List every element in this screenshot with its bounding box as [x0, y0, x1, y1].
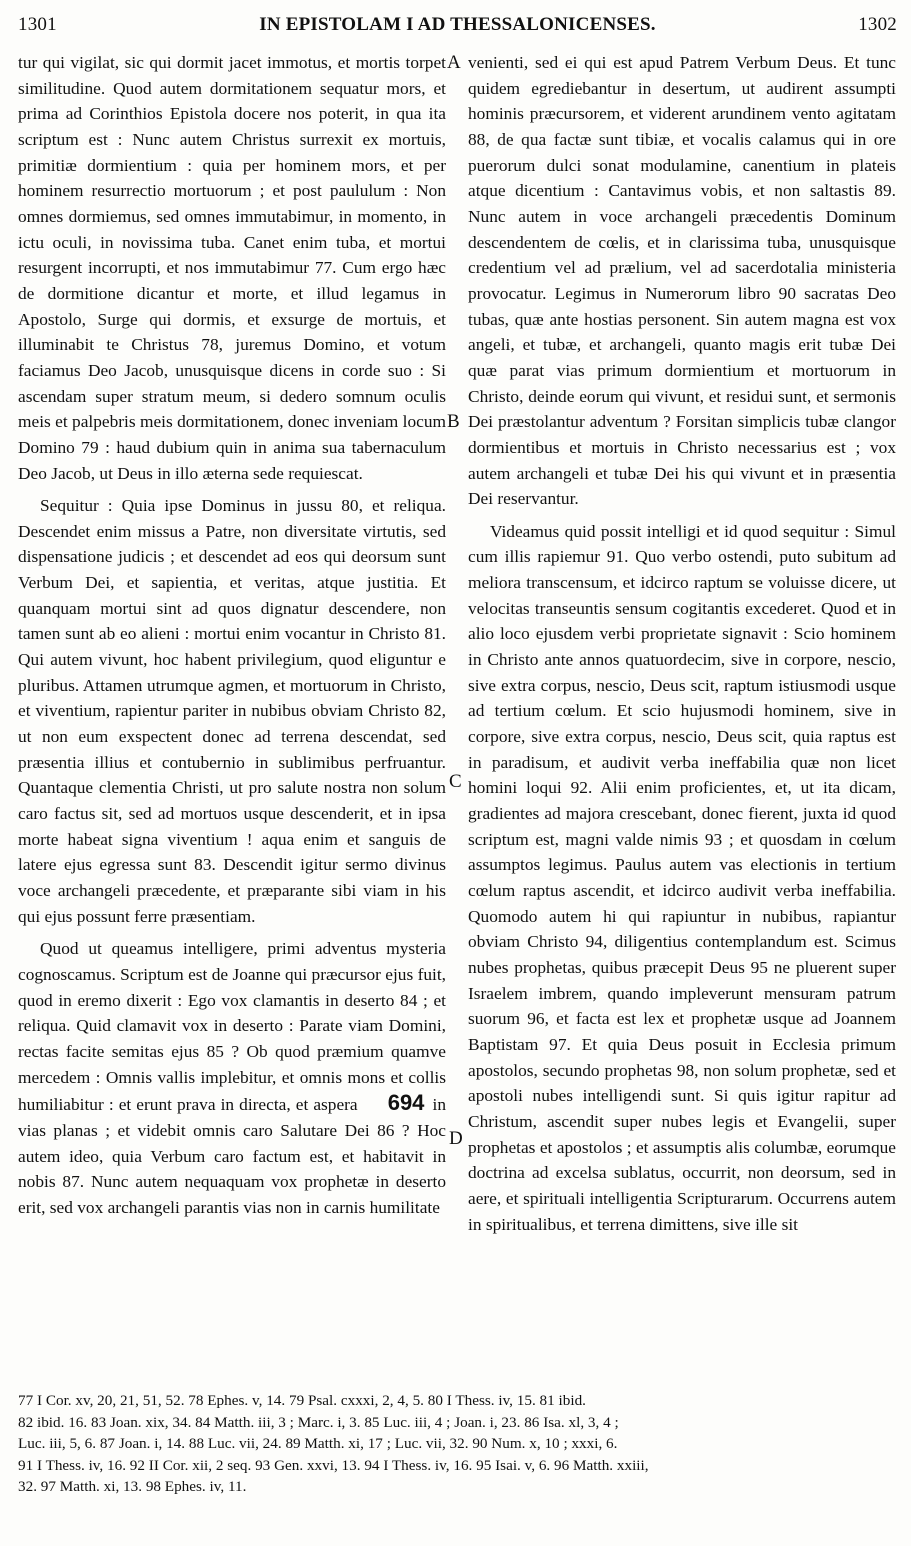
- section-marker-c: C: [449, 771, 462, 792]
- paragraph: [18, 936, 446, 1220]
- running-title: IN EPISTOLAM I AD THESSALONICENSES.: [259, 14, 656, 35]
- section-marker-d: D: [449, 1128, 463, 1149]
- paragraph-text: Quod ut queamus intelligere, primi adventus mysteria cognoscamus. Scriptum est de Joanne qui præcursor ejus fuit, quod in eremo dixerit : Ego vox clamantis in deserto 84 ; et reliqua. Quid clamavit vox in deserto : Parate viam Domini, rectas facite semitas ejus 85 ? Ob quod præmium quamve mercedem : Omnis vallis implebitur, et omnis mons et collis humiliabitur : et erunt prava in directa, et aspera: [18, 939, 446, 1115]
- footnotes: [18, 1390, 897, 1498]
- section-marker-a: A: [447, 52, 461, 73]
- paragraph-text: in vias planas ; et videbit omnis caro Salutare Dei 86 ? Hoc autem ideo, quia Verbum caro factum est, et habitavit in nobis 87. Nunc autem nequaquam vox prophetæ in deserto erit, sed vox archangeli parantis vias non in carnis humilitate: [18, 1095, 446, 1217]
- left-column-number: 1301: [18, 14, 57, 35]
- footnote-line: 77 I Cor. xv, 20, 21, 51, 52. 78 Ephes. v, 14. 79 Psal. cxxxi, 2, 4, 5. 80 I Thess. iv, 15. 81 ibid.: [18, 1392, 586, 1409]
- right-column: [468, 50, 896, 1237]
- footnote-line: 82 ibid. 16. 83 Joan. xix, 34. 84 Matth. iii, 3 ; Marc. i, 3. 85 Luc. iii, 4 ; Joan. i, 23. 86 Isa. xl, 3, 4 ;: [18, 1413, 619, 1431]
- paragraph: venienti, sed ei qui est apud Patrem Verbum Deus. Et tunc quidem egrediebantur in desertum, ut audirent assumpti hominis præcursorem, et viderent arundinem vento agitatam 88, de qua factæ sunt tibiæ, et vocalis calamus qui in ore puerorum dulci sonat modulamine, canentium in plateis atque dicentium : Cantavimus vobis, et non saltastis 89. Nunc autem in voce archangeli præcedentis Dominum descendentem de cœlis, et in clarissima tuba, unusquisque credentium vel ad prælium, vel ad sacerdotalia ministeria provocatur. Legimus in Numerorum libro 90 sacratas Deo tubas, quæ ante hostias personent. Sin autem magna est vox angeli, et tubæ, et archangeli, quanto magis erit tubæ Dei quæ parat vias primum dormientium et mortuorum in Christo, deinde eorum qui vivunt, et residui sunt, et sermonis Dei præstolantur adventum ? Forsitan simplicis tubæ clangor dormientibus et mortuis in Christo necessarius est ; vox autem archangeli et tubæ Dei his qui vivunt et in præsentia Dei reservantur.: [468, 53, 896, 509]
- footnote-line: Luc. iii, 5, 6. 87 Joan. i, 14. 88 Luc. vii, 24. 89 Matth. xi, 17 ; Luc. vii, 32. 90 Num. x, 10 ; xxxi, 6.: [18, 1435, 618, 1452]
- page-header: [18, 14, 897, 44]
- paragraph: tur qui vigilat, sic qui dormit jacet immotus, et mortis torpet similitudine. Quod autem dormitationem sequatur mors, et prima ad Corinthios Epistola docere nos poterit, in qua ita scriptum est : Nunc autem Christus surrexit ex mortuis, primitiæ dormientium : quia per hominem mors, et per hominem resurrectio mortuorum ; et post paululum : Non omnes dormiemus, sed omnes immutabimur, in momento, in ictu oculi, in novissima tuba. Canet enim tuba, et mortui resurgent incorrupti, et nos immutabimur 77. Cum ergo hæc de dormitione dicantur et morte, et illud legamus in Apostolo, Surge qui dormis, et exsurge de mortuis, et illuminabit te Christus 78, juremus Domino, et votum faciamus Deo Jacob, unusquisque dicens in corde suo : Si ascendam super stratum meum, si dedero somnum oculis meis et palpebris meis dormitationem, donec inveniam locum Domino 79 : haud dubium quin in anima sua tabernaculum Deo Jacob, ut Deus in illo æterna sede requiescat.: [18, 53, 446, 483]
- footnote-line: 91 I Thess. iv, 16. 92 II Cor. xii, 2 seq. 93 Gen. xxvi, 13. 94 I Thess. iv, 16. 95 Isai. v, 6. 96 Matth. xxiii,: [18, 1456, 649, 1474]
- footnote-line: 32. 97 Matth. xi, 13. 98 Ephes. iv, 11.: [18, 1478, 247, 1495]
- margin-page-number: 694: [387, 1090, 425, 1116]
- paragraph: Sequitur : Quia ipse Dominus in jussu 80, et reliqua. Descendet enim missus a Patre, non diversitate virtutis, sed dispensatione judicis ; et descendet ad eos qui deorsum sunt Verbum Dei, et sapientia, et veritas, atque justitia. Et quanquam mortui sint ad quos dignatur descendere, non tamen sunt ab eo alieni : mortui enim vocantur in Christo 81. Qui autem vivunt, hoc habent privilegium, quod eliguntur e pluribus. Attamen utrumque agmen, et mortuorum in Christo, et viventium, rapientur pariter in nubibus obviam Christo 82, ut non eum exspectent donec ad terrena descendat, sed præsentia illius et contubernio in sublimibus perfruantur. Quantaque clementia Christi, ut pro salute nostra non solum caro factus sit, sed ad mortuos usque descenderit, et in ipsa morte habeat signa viventium ! aqua enim et sanguis de latere ejus egressa sunt 83. Descendit igitur sermo divinus voce archangeli præcedente, et præparante sibi viam in his qui ejus possunt ferre præsentiam.: [18, 496, 446, 926]
- left-column: [18, 50, 446, 1221]
- section-marker-b: B: [447, 411, 460, 432]
- paragraph: Videamus quid possit intelligi et id quod sequitur : Simul cum illis rapiemur 91. Quo verbo ostendi, puto subitum ad meliora transcensum, et idcirco raptum se voluisse dicere, ut velocitas transeuntis sensum cogitantis excederet. Quod et in alio loco ejusdem verbi proprietate signavit : Scio hominem in Christo ante annos quatuordecim, sive in corpore, nescio, sive extra corpus, nescio, Deus scit, raptum istiusmodi usque ad tertium cœlum. Et scio hujusmodi hominem, sive in corpore, sive extra corpus, nescio, Deus scit, quia raptus est in paradisum, et audivit verba ineffabilia quæ non licet homini loqui 92. Alii enim proficientes, et, ut ita dicam, gradientes ad majora crescebant, donec fierent, juxta id quod scriptum est, magni valde nimis 93 ; et quosdam in cœlum assumptos legimus. Paulus autem vas electionis in tertium cœlum raptus ascendit, et idcirco audivit verba ineffabilia. Quomodo autem hi qui rapiuntur in nubibus, rapiantur obviam Christo 94, diligentius contemplandum est. Scimus nubes prophetas, quibus præcepit Deus 95 ne pluerent super Israelem imbrem, quando impleverunt mensuram patrum suorum 96, et facta est lex et prophetæ usque ad Joannem Baptistam 97. Et quia Deus posuit in Ecclesia primum apostolos, secundo prophetas 98, non solum prophetæ, sed et apostoli nubes intelligendi sunt. Si quis igitur rapitur ad Christum, ascendit super nubes legis et Evangelii, super prophetas et apostolos ; et assumptis alis columbæ, eorumque doctrina ad excelsa sublatus, occurrit, non deorsum, sed in aere, et spirituali intelligentia Scripturarum. Occurrens autem in spiritualibus, et terrena dimittens, sive ille sit: [468, 521, 896, 1234]
- right-column-number: 1302: [858, 14, 897, 35]
